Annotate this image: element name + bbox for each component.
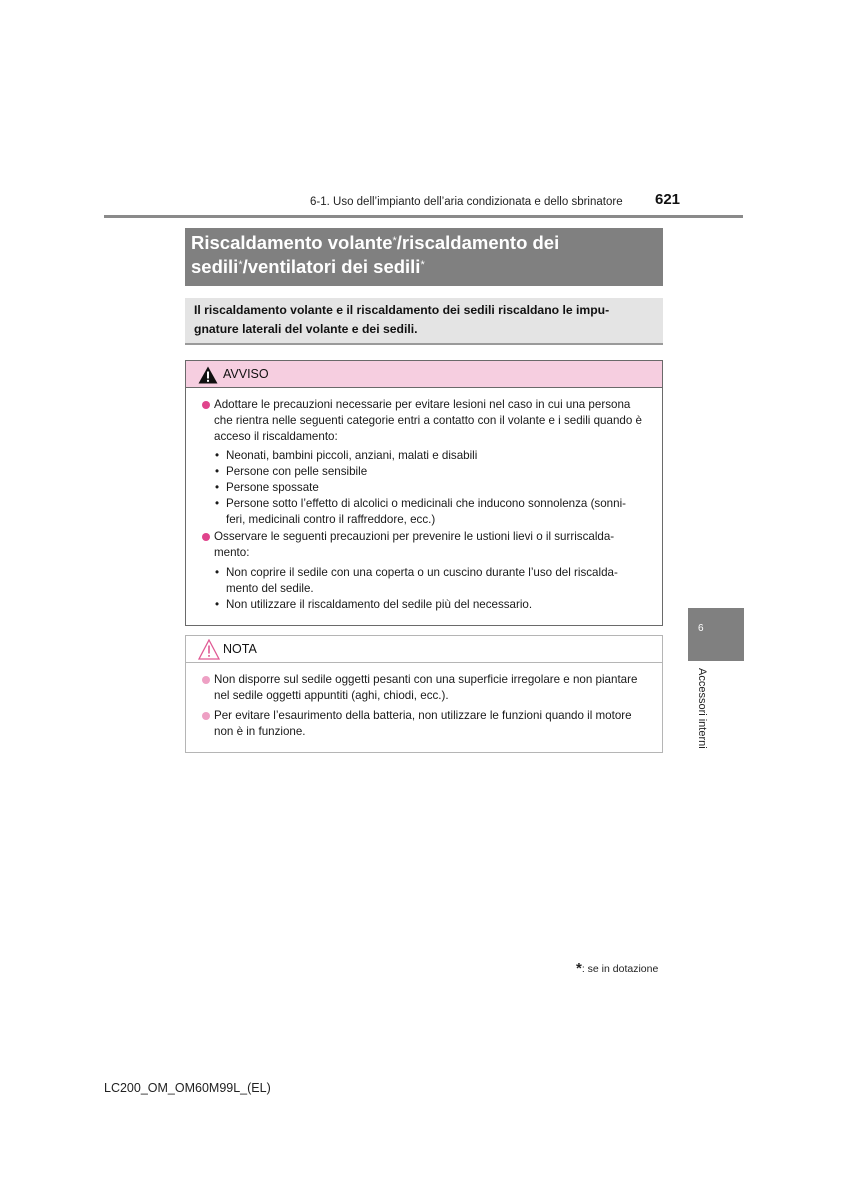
title-text-3: sedili <box>191 256 239 277</box>
sub-bullet: • <box>215 598 220 611</box>
title-line-2 <box>191 255 663 279</box>
warning-box <box>185 360 663 626</box>
warning-item-2-line-2: mento: <box>214 546 250 559</box>
warning-item-2-line-1: Osservare le seguenti precauzioni per prevenire le ustioni lievi o il surriscalda- <box>214 530 615 543</box>
note-item-2-line-2: non è in funzione. <box>214 725 306 738</box>
warning-sub-item-cont: mento del sedile. <box>226 582 314 595</box>
intro-box <box>185 298 663 344</box>
intro-line-1: Il riscaldamento volante e il riscaldamento dei sedili riscaldano le impu- <box>194 303 610 317</box>
bullet-dot <box>202 533 210 541</box>
sub-bullet: • <box>215 481 220 494</box>
bullet-dot <box>202 401 210 409</box>
warning-sub-item: Non utilizzare il riscaldamento del sedile più del necessario. <box>226 598 533 611</box>
page-number: 621 <box>655 191 681 208</box>
title-line-1 <box>191 231 663 255</box>
note-item-1-line-1: Non disporre sul sedile oggetti pesanti con una superficie irregolare e non piantare <box>214 673 638 686</box>
bullet-dot <box>202 676 210 684</box>
title-text-1: Riscaldamento volante <box>191 232 393 253</box>
warning-item-1-line-3: acceso il riscaldamento: <box>214 430 338 443</box>
title-text-2: /riscaldamento dei <box>396 232 560 253</box>
warning-item-1-line-2: che rientra nelle seguenti categorie entri a contatto con il volante e i sedili quando è <box>214 414 642 427</box>
intro-line-2: gnature laterali del volante e dei sedili. <box>194 321 418 336</box>
title-text-4: /ventilatori dei sedili <box>242 256 421 277</box>
title-asterisk-1: * <box>392 235 397 247</box>
chapter-tab <box>688 608 744 661</box>
note-item-2-line-1: Per evitare l’esaurimento della batteria, non utilizzare le funzioni quando il motore <box>214 709 632 722</box>
note-box <box>185 635 663 753</box>
header-rule <box>104 215 743 218</box>
warning-sub-item: Non coprire il sedile con una coperta o un cuscino durante l’uso del riscalda- <box>226 566 618 579</box>
warning-item-1-line-1: Adottare le precauzioni necessarie per evitare lesioni nel caso in cui una persona <box>214 398 631 411</box>
footnote-text: : se in dotazione <box>581 963 659 975</box>
warning-triangle-icon <box>198 366 218 384</box>
chapter-label: Accessori interni <box>696 668 708 749</box>
title-asterisk-3: * <box>420 259 425 271</box>
sub-bullet: • <box>215 497 220 510</box>
document-code: LC200_OM_OM60M99L_(EL) <box>104 1081 271 1095</box>
caution-triangle-icon <box>198 639 220 660</box>
bullet-dot <box>202 712 210 720</box>
warning-sub-item: Persone sotto l’effetto di alcolici o medicinali che inducono sonnolenza (sonni- <box>226 497 627 510</box>
warning-sub-item-cont: feri, medicinali contro il raffreddore, ecc.) <box>226 513 436 526</box>
footnote-asterisk: * <box>576 960 582 977</box>
page-title <box>185 228 663 286</box>
warning-label: AVVISO <box>223 367 269 381</box>
warning-sub-item: Persone con pelle sensibile <box>226 465 368 478</box>
chapter-number: 6 <box>698 623 704 634</box>
title-asterisk-2: * <box>238 259 243 271</box>
intro-underline <box>185 343 663 345</box>
warning-header <box>186 361 662 388</box>
sub-bullet: • <box>215 449 220 462</box>
sub-bullet: • <box>215 566 220 579</box>
section-header: 6-1. Uso dell’impianto dell’aria condizionata e dello sbrinatore <box>310 196 623 208</box>
footnote <box>576 960 658 977</box>
note-item-1-line-2: nel sedile oggetti appuntiti (aghi, chiodi, ecc.). <box>214 689 449 702</box>
warning-sub-item: Neonati, bambini piccoli, anziani, malati e disabili <box>226 449 478 462</box>
warning-sub-item: Persone spossate <box>226 481 319 494</box>
note-label: NOTA <box>223 642 257 656</box>
note-header <box>186 636 662 663</box>
sub-bullet: • <box>215 465 220 478</box>
